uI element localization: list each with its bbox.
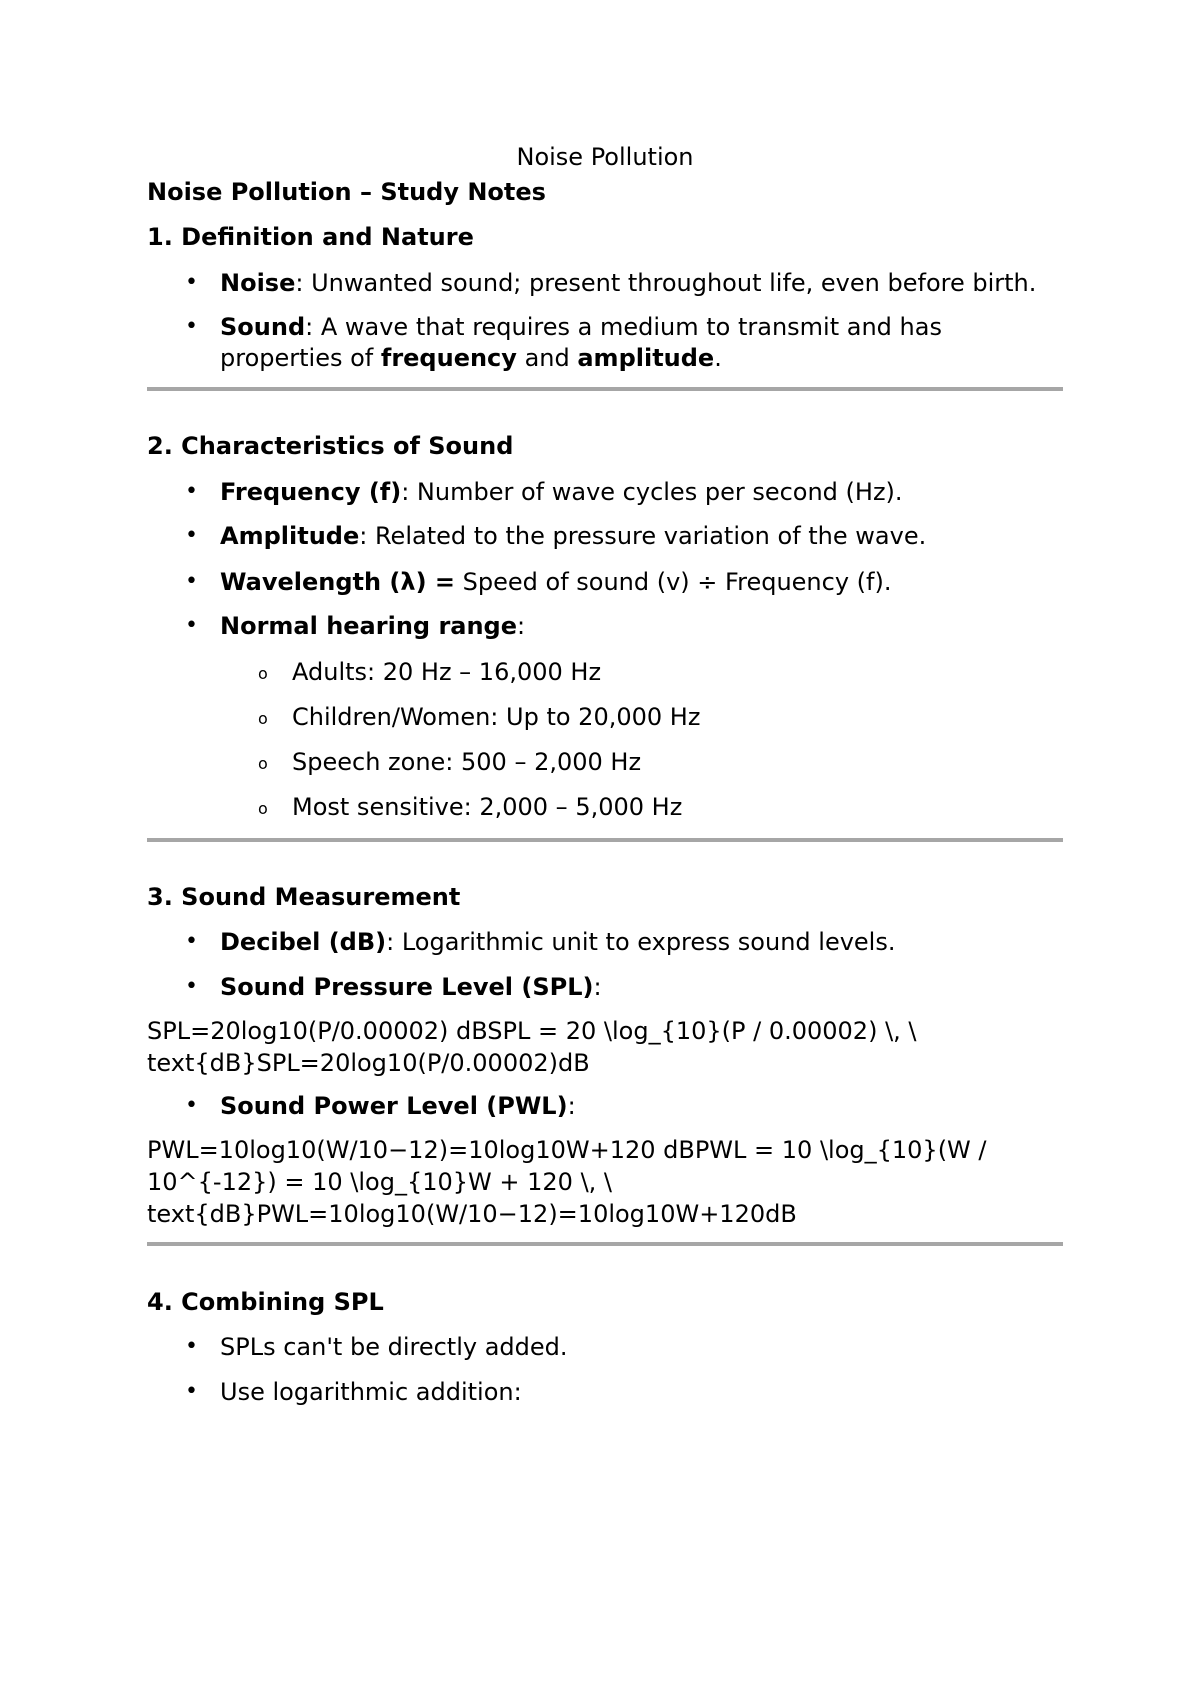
sub-list-item: Adults: 20 Hz – 16,000 Hz [292,658,602,686]
term-pwl: Sound Power Level (PWL) [220,1092,568,1120]
list-item-spl [220,973,602,1001]
bullet-icon: • [185,1334,198,1359]
term-frequency-f: Frequency (f) [220,478,402,506]
pwl-formula-line3: text{dB}PWL=10log10(W/10−12)=10log10W+120dB [147,1200,797,1228]
term-hearing-range: Normal hearing range [220,612,518,640]
section-divider [147,1242,1063,1246]
term-decibel: Decibel (dB) [220,928,387,956]
colon-text: : [567,1092,576,1120]
pwl-formula-line2: 10^{-12}) = 10 \log_{10}W + 120 \, \ [147,1168,612,1196]
sub-bullet-icon: o [258,799,268,818]
section-2-heading: 2. Characteristics of Sound [147,432,514,460]
term-spl: Sound Pressure Level (SPL) [220,973,594,1001]
bullet-icon: • [185,479,198,504]
list-item-noise [220,269,1036,297]
term-noise: Noise [220,269,296,297]
sub-bullet-icon: o [258,754,268,773]
amplitude-definition: : Related to the pressure variation of the wave. [359,522,927,550]
frequency-definition: : Number of wave cycles per second (Hz). [401,478,903,506]
list-item: SPLs can't be directly added. [220,1333,568,1361]
sound-definition-line2: properties of [220,344,381,372]
bullet-icon: • [185,523,198,548]
section-1-heading: 1. Definition and Nature [147,223,474,251]
sub-list-item: Most sensitive: 2,000 – 5,000 Hz [292,793,683,821]
list-item-pwl [220,1092,576,1120]
bullet-icon: • [185,1379,198,1404]
noise-definition: : Unwanted sound; present throughout life, even before birth. [295,269,1037,297]
bullet-icon: • [185,974,198,999]
spl-formula-line1: SPL=20log10(P/0.00002) dBSPL = 20 \log_{10}(P / 0.00002) \, \ [147,1017,917,1045]
notes-title: Noise Pollution – Study Notes [147,178,546,206]
bullet-icon: • [185,270,198,295]
spl-formula [147,1015,1063,1079]
sub-list-item: Speech zone: 500 – 2,000 Hz [292,748,642,776]
section-3-heading: 3. Sound Measurement [147,883,461,911]
decibel-definition: : Logarithmic unit to express sound levels. [386,928,896,956]
colon-text: : [593,973,602,1001]
section-4-heading: 4. Combining SPL [147,1288,384,1316]
and-text: and [516,344,578,372]
pwl-formula-line1: PWL=10log10(W/10−12)=10log10W+120 dBPWL = 10 \log_{10}(W / [147,1136,987,1164]
sound-definition-line1: : A wave that requires a medium to transmit and has [305,313,942,341]
term-sound: Sound [220,313,306,341]
wavelength-definition: Speed of sound (v) ÷ Frequency (f). [455,568,892,596]
bullet-icon: • [185,929,198,954]
term-amplitude: amplitude [577,344,715,372]
list-item-wavelength [220,568,891,596]
sub-list-item: Children/Women: Up to 20,000 Hz [292,703,701,731]
bullet-icon: • [185,613,198,638]
colon-text: : [517,612,526,640]
term-wavelength: Wavelength (λ) = [220,568,456,596]
sub-bullet-icon: o [258,709,268,728]
term-amplitude: Amplitude [220,522,360,550]
spl-formula-line2: text{dB}SPL=20log10(P/0.00002)dB [147,1049,590,1077]
period-text: . [714,344,722,372]
term-frequency: frequency [380,344,517,372]
list-item-amplitude [220,522,926,550]
section-divider [147,387,1063,391]
section-divider [147,838,1063,842]
list-item: Use logarithmic addition: [220,1378,522,1406]
list-item-sound [220,313,942,341]
bullet-icon: • [185,1093,198,1118]
list-item-sound-continued [220,344,722,372]
sub-bullet-icon: o [258,664,268,683]
pwl-formula [147,1134,1063,1230]
list-item-frequency [220,478,903,506]
bullet-icon: • [185,314,198,339]
document-title: Noise Pollution [516,143,694,171]
list-item-hearing-range [220,612,525,640]
list-item-decibel [220,928,895,956]
bullet-icon: • [185,569,198,594]
